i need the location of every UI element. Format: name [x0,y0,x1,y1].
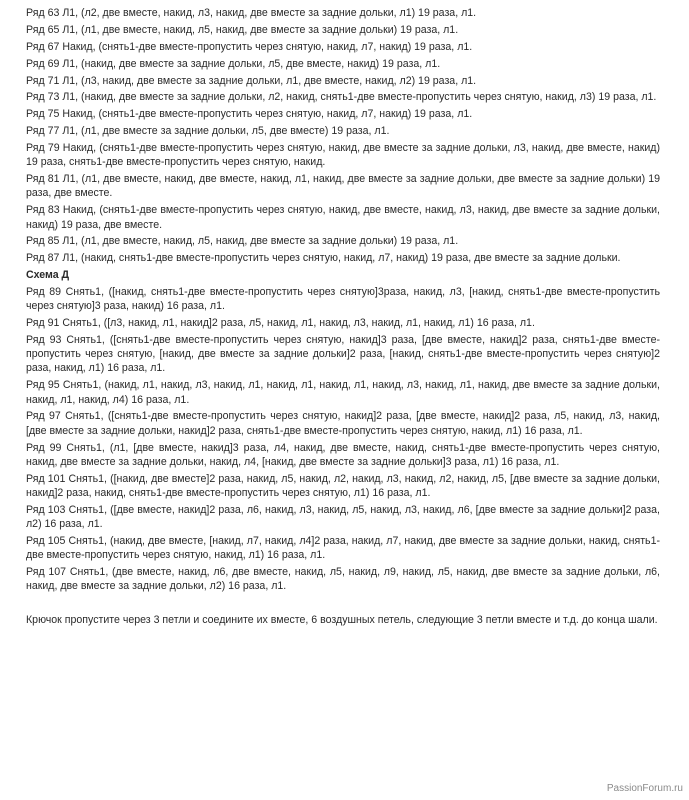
row-label: Ряд 79 [26,142,60,155]
pattern-row [26,316,660,330]
row-instructions: Снять1, (накид, две вместе, [накид, л7, накид, л4]2 раза, накид, л7, накид, две вместе за задние дольки, накид, снять1-две вместе-пропустить через снятую, накид, л1) 16 раза, л1. [26,534,660,562]
row-label: Ряд 81 [26,173,60,186]
pattern-row [26,23,660,37]
row-instructions: Л1, (л1, две вместе, накид, л5, накид, две вместе за задние дольки) 19 раза, л1. [62,235,459,248]
rows-section-2 [26,285,660,593]
document-body [26,6,660,630]
row-label: Ряд 105 [26,534,66,547]
row-label: Ряд 73 [26,91,60,104]
pattern-row [26,251,660,265]
site-watermark: PassionForum.ru [606,783,683,794]
scheme-heading: Схема Д [26,269,70,282]
pattern-row [26,409,660,437]
pattern-row [26,90,660,104]
pattern-row [26,124,660,138]
row-label: Ряд 93 [26,334,62,347]
row-instructions: Снять1, ([снять1-две вместе-пропустить через снятую, накид]2 раза, [две вместе, накид]2 раза, л5, накид, л3, накид, [две вместе за задние дольки, накид]2 раза, снять1-две вместе-пропустить через снятую, накид, л1) 16 раза, л1. [26,410,660,437]
row-instructions: Снять1, ([накид, снять1-две вместе-пропустить через снятую]3раза, накид, л3, [накид, снять1-две вместе-пропустить через снятую]3 раза, накид) 16 раза, л1. [26,286,660,313]
row-instructions: Снять1, ([л3, накид, л1, накид]2 раза, л5, накид, л1, накид, л3, накид, л1, накид, л1) 16 раза, л1. [62,317,535,330]
row-label: Ряд 89 [26,286,61,299]
pattern-row [26,203,660,231]
row-instructions: Л1, (л3, накид, две вместе за задние дольки, л1, две вместе, накид, л2) 19 раза, л1. [62,74,477,87]
row-instructions: Снять1, (л1, [две вместе, накид]3 раза, л4, накид, две вместе, накид, снять1-две вместе-пропустить через снятую, накид, две вместе за задние дольки, накид, л4, [накид, две вместе за задние дольки]3 раза, л1) 16 раза, л1. [26,441,660,468]
row-instructions: Л1, (накид, две вместе за задние дольки, л5, две вместе, накид) 19 раза, л1. [62,57,441,70]
pattern-row [26,141,660,169]
row-label: Ряд 77 [26,125,60,138]
row-instructions: Л1, (накид, две вместе за задние дольки, л2, накид, снять1-две вместе-пропустить через снятую, накид, л3) 19 раза, л1. [62,91,657,104]
pattern-row [26,441,660,469]
row-label: Ряд 101 [26,472,66,485]
pattern-row [26,107,660,121]
row-label: Ряд 75 [26,108,60,121]
row-label: Ряд 65 [26,23,60,36]
row-instructions: Накид, (снять1-две вместе-пропустить через снятую, накид, две вместе за задние дольки, л3, накид, две вместе, накид) 19 раза, снять1-две вместе-пропустить через снятую, накид. [26,142,660,169]
row-label: Ряд 91 [26,317,60,330]
row-instructions: Снять1, (две вместе, накид, л6, две вместе, накид, л5, накид, л9, накид, л5, накид, две вместе за задние дольки, л6, накид, две вместе за задние дольки, л2) 16 раза, л1. [26,565,660,593]
row-label: Ряд 103 [26,503,66,516]
pattern-row [26,503,660,531]
row-instructions: Л1, (л1, две вместе, накид, две вместе, накид, л1, накид, две вместе за задние дольки, две вместе за задние дольки) 19 раза, две вместе. [26,173,661,200]
pattern-row [26,234,660,248]
pattern-row [26,565,660,593]
pattern-row [26,172,660,200]
row-label: Ряд 87 [26,252,60,265]
row-label: Ряд 67 [26,40,60,53]
row-instructions: Накид, (снять1-две вместе-пропустить через снятую, накид, л7, накид) 19 раза, л1. [62,108,473,121]
pattern-row [26,378,660,406]
row-label: Ряд 85 [26,235,60,248]
pattern-row [26,285,660,313]
pattern-row [26,6,660,20]
pattern-row [26,333,660,376]
row-label: Ряд 71 [26,74,60,87]
pattern-row [26,472,660,500]
rows-section-1 [26,6,660,266]
row-label: Ряд 99 [26,441,62,454]
row-instructions: Накид, (снять1-две вместе-пропустить через снятую, накид, две вместе, накид, л3, накид, две вместе за задние дольки, накид) 19 раза, две вместе. [26,204,660,231]
pattern-row [26,534,660,562]
row-instructions: Л1, (л1, две вместе, накид, л5, накид, две вместе за задние дольки) 19 раза, л1. [62,23,459,36]
row-instructions: Снять1, ([накид, две вместе]2 раза, накид, л5, накид, л2, накид, л3, накид, л2, накид, л5, [две вместе за задние дольки, накид]2 раза, накид, снять1-две вместе-пропустить через снятую, л1) 16 раза, л1. [26,472,660,499]
row-label: Ряд 69 [26,57,60,70]
row-label: Ряд 95 [26,379,60,392]
row-label: Ряд 107 [26,565,67,578]
closing-paragraph: Крючок пропустите через 3 петли и соедините их вместе, 6 воздушных петель, следующие 3 петли вместе и т.д. до конца шали. [26,614,658,627]
pattern-row [26,74,660,88]
row-instructions: Снять1, ([две вместе, накид]2 раза, л6, накид, л3, накид, л5, накид, л3, накид, л6, [две вместе за задние дольки]2 раза, л2) 16 раза, л1. [26,503,660,530]
row-label: Ряд 63 [26,7,60,19]
row-instructions: Л1, (л2, две вместе, накид, л3, накид, две вместе за задние дольки, л1) 19 раза, л1. [62,7,477,19]
row-label: Ряд 97 [26,410,61,423]
row-instructions: Накид, (снять1-две вместе-пропустить через снятую, накид, л7, накид) 19 раза, л1. [62,40,473,53]
row-instructions: Л1, (накид, снять1-две вместе-пропустить через снятую, накид, л7, накид) 19 раза, две вместе за задние дольки. [62,252,621,265]
pattern-row [26,40,660,54]
row-instructions: Снять1, ([снять1-две вместе-пропустить через снятую, накид]3 раза, [две вместе, накид]2 раза, снять1-две вместе-пропустить через снятую, [накид, две вместе за задние дольки]2 раза, [накид, снять1-две вместе-пропустить через снятую]2 раза, накид, л1) 16 раза, л1. [26,334,661,375]
row-instructions: Л1, (л1, две вместе за задние дольки, л5, две вместе) 19 раза, л1. [62,125,390,138]
pattern-row [26,57,660,71]
row-label: Ряд 83 [26,204,60,217]
row-instructions: Снять1, (накид, л1, накид, л3, накид, л1, накид, л1, накид, л1, накид, л3, накид, л1, накид, две вместе за задние дольки, накид, л1, накид, л4) 16 раза, л1. [26,379,660,406]
